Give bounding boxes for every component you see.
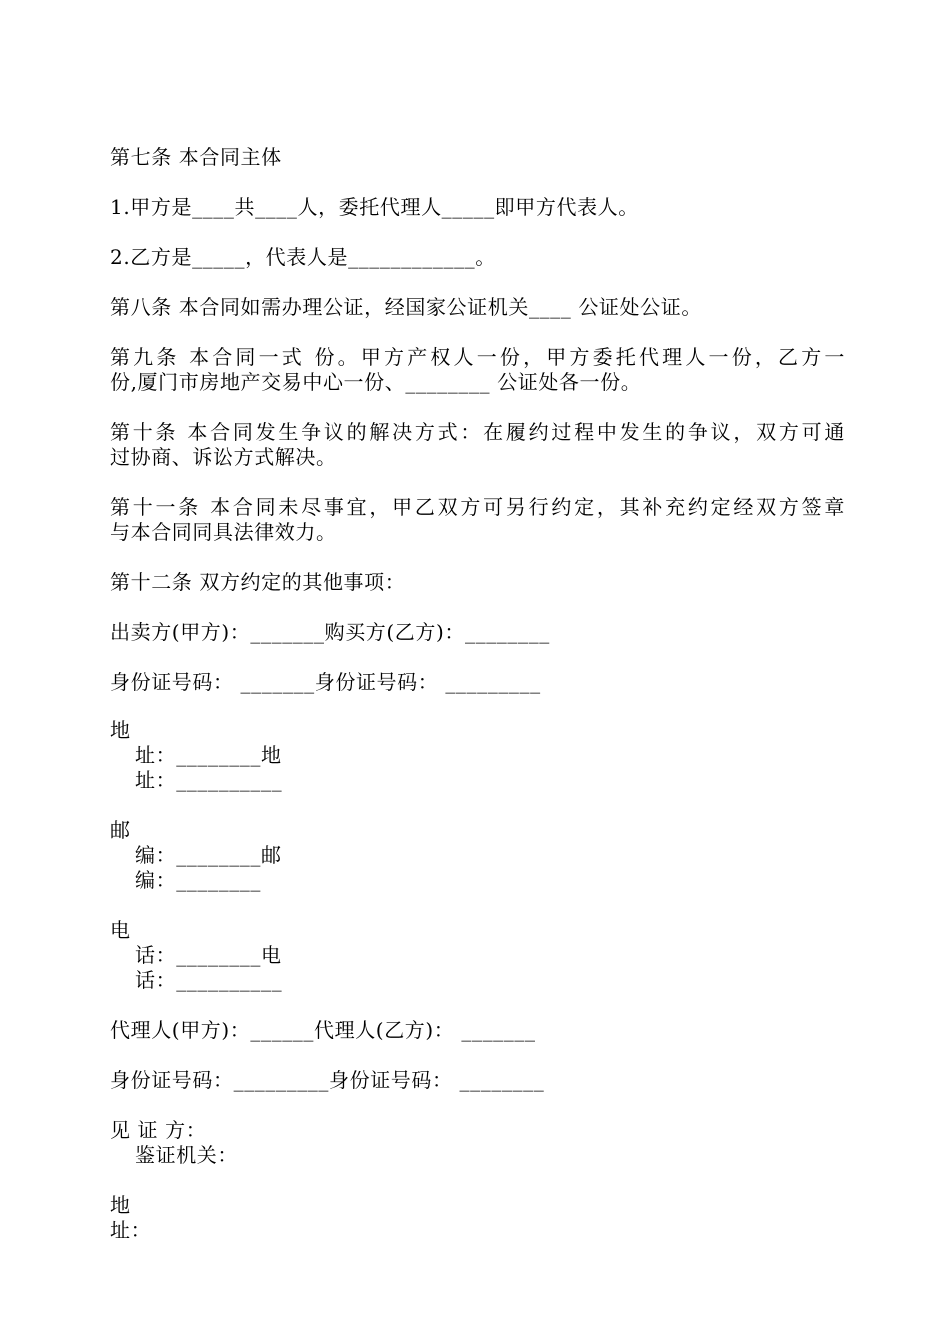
agent-id-number-line: 身份证号码：_________身份证号码： ________ bbox=[110, 1068, 545, 1092]
phone-line-2: 话：__________ bbox=[135, 968, 283, 992]
article-9-line-2: 份,厦门市房地产交易中心一份、________ 公证处各一份。 bbox=[110, 370, 642, 394]
postcode-line-2: 编：________ bbox=[135, 868, 261, 892]
article-11-line-2: 与本合同同具法律效力。 bbox=[110, 520, 337, 544]
phone-label-start: 电 bbox=[110, 918, 131, 942]
article-12-title: 第十二条 双方约定的其他事项： bbox=[110, 570, 406, 594]
article-11-line-1: 第十一条 本合同未尽事宜，甲乙双方可另行约定，其补充约定经双方签章 bbox=[110, 495, 845, 519]
address-line-2: 址：__________ bbox=[135, 768, 283, 792]
article-7-party-b: 2.乙方是_____，代表人是____________。 bbox=[110, 245, 496, 269]
article-10-line-2: 过协商、诉讼方式解决。 bbox=[110, 445, 337, 469]
authentication-authority-label: 鉴证机关： bbox=[135, 1143, 238, 1167]
article-7-title: 第七条 本合同主体 bbox=[110, 145, 282, 169]
id-number-line: 身份证号码： _______身份证号码： _________ bbox=[110, 670, 541, 694]
witness-label: 见 证 方： bbox=[110, 1118, 207, 1142]
postcode-label-start: 邮 bbox=[110, 818, 131, 842]
address-line-1: 址：________地 bbox=[135, 743, 282, 767]
postcode-line-1: 编：________邮 bbox=[135, 843, 282, 867]
seller-buyer-line: 出卖方(甲方)：_______购买方(乙方)：________ bbox=[110, 620, 550, 644]
address-2-label-end: 址： bbox=[110, 1218, 152, 1242]
phone-line-1: 话：________电 bbox=[135, 943, 282, 967]
article-9-line-1: 第九条 本合同一式 份。甲方产权人一份，甲方委托代理人一份，乙方一 bbox=[110, 345, 845, 369]
address-2-label-start: 地 bbox=[110, 1193, 131, 1217]
article-10-line-1: 第十条 本合同发生争议的解决方式：在履约过程中发生的争议，双方可通 bbox=[110, 420, 845, 444]
article-7-party-a: 1.甲方是____共____人，委托代理人_____即甲方代表人。 bbox=[110, 195, 639, 219]
agents-line: 代理人(甲方)：______代理人(乙方)： _______ bbox=[110, 1018, 536, 1042]
address-label-start: 地 bbox=[110, 718, 131, 742]
article-8: 第八条 本合同如需办理公证，经国家公证机关____ 公证处公证。 bbox=[110, 295, 702, 319]
